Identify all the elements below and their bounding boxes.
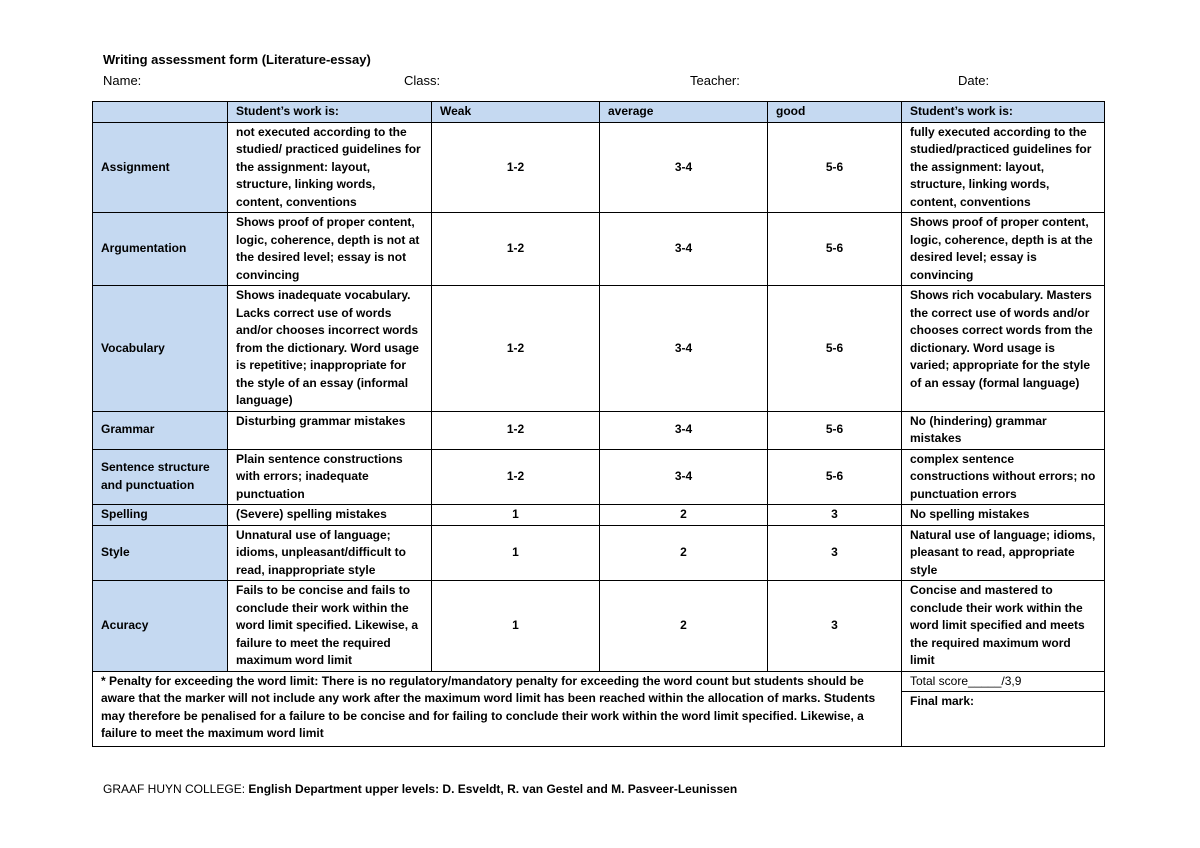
score-weak-cell: 1	[432, 505, 600, 526]
table-row	[93, 122, 1105, 213]
header-average: average	[600, 102, 768, 123]
total-score: Total score_____/3,9	[902, 671, 1105, 692]
score-good-cell: 3	[768, 505, 902, 526]
score-good-cell: 5-6	[768, 449, 902, 505]
weak-description-cell: Plain sentence constructions with errors; inadequate punctuation	[228, 449, 432, 505]
score-average-cell: 3-4	[600, 213, 768, 286]
good-description-cell: Concise and mastered to conclude their work within the word limit specified and meets the required maximum word limit	[902, 581, 1105, 672]
footer	[103, 782, 737, 796]
score-good-cell: 3	[768, 525, 902, 581]
good-description-cell: No (hindering) grammar mistakes	[902, 411, 1105, 449]
score-average-cell: 3-4	[600, 449, 768, 505]
criterion-cell: Assignment	[93, 122, 228, 213]
score-weak-cell: 1-2	[432, 122, 600, 213]
score-weak-cell: 1-2	[432, 411, 600, 449]
score-average-cell: 2	[600, 505, 768, 526]
form-title: Writing assessment form (Literature-essay)	[103, 52, 371, 67]
criterion-cell: Argumentation	[93, 213, 228, 286]
weak-description-cell: Shows proof of proper content, logic, coherence, depth is not at the desired level; essay is not convincing	[228, 213, 432, 286]
table-row	[93, 411, 1105, 449]
score-good-cell: 5-6	[768, 213, 902, 286]
weak-description-cell: Shows inadequate vocabulary. Lacks correct use of words and/or chooses incorrect words from the dictionary. Word usage is repetitive; inappropriate for the style of an essay (informal language)	[228, 286, 432, 412]
criterion-cell: Sentence structure and punctuation	[93, 449, 228, 505]
table-row	[93, 449, 1105, 505]
criterion-cell: Vocabulary	[93, 286, 228, 412]
score-weak-cell: 1-2	[432, 286, 600, 412]
good-description-cell: Shows rich vocabulary. Masters the correct use of words and/or chooses correct words from the dictionary. Word usage is varied; appropriate for the style of an essay (formal language)	[902, 286, 1105, 412]
table-row	[93, 581, 1105, 672]
score-good-cell: 5-6	[768, 122, 902, 213]
score-weak-cell: 1-2	[432, 213, 600, 286]
weak-description-cell: Unnatural use of language; idioms, unpleasant/difficult to read, inappropriate style	[228, 525, 432, 581]
class-label: Class:	[404, 73, 441, 88]
score-average-cell: 3-4	[600, 286, 768, 412]
score-weak-cell: 1-2	[432, 449, 600, 505]
table-header-row	[93, 102, 1105, 123]
weak-description-cell: Fails to be concise and fails to conclude their work within the word limit specified. Likewise, a failure to meet the required maximum word limit	[228, 581, 432, 672]
footer-school: GRAAF HUYN COLLEGE:	[103, 782, 246, 796]
header-weak-desc: Student’s work is:	[228, 102, 432, 123]
penalty-row	[93, 671, 1105, 692]
name-label: Name:	[103, 73, 142, 88]
date-label: Date:	[958, 73, 990, 88]
score-good-cell: 5-6	[768, 286, 902, 412]
criterion-cell: Acuracy	[93, 581, 228, 672]
score-good-cell: 3	[768, 581, 902, 672]
criterion-cell: Spelling	[93, 505, 228, 526]
rubric-table	[92, 101, 1105, 747]
score-average-cell: 3-4	[600, 122, 768, 213]
header-good: good	[768, 102, 902, 123]
header-cell-empty	[93, 102, 228, 123]
weak-description-cell: not executed according to the studied/ practiced guidelines for the assignment: layout, structure, linking words, content, conventions	[228, 122, 432, 213]
table-row	[93, 213, 1105, 286]
teacher-label: Teacher:	[690, 73, 740, 88]
score-average-cell: 2	[600, 525, 768, 581]
score-average-cell: 3-4	[600, 411, 768, 449]
table-row	[93, 286, 1105, 412]
criterion-cell: Style	[93, 525, 228, 581]
table-row	[93, 505, 1105, 526]
good-description-cell: complex sentence constructions without errors; no punctuation errors	[902, 449, 1105, 505]
penalty-note: * Penalty for exceeding the word limit: There is no regulatory/mandatory penalty for exceeding the word count but students should be aware that the marker will not include any work after the maximum word limit has been reached within the allocation of marks. Students may therefore be penalised for a failure to be concise and for failing to conclude their work within the word limit specified. Likewise, a failure to meet the maximum word limit	[93, 671, 902, 747]
good-description-cell: Shows proof of proper content, logic, coherence, depth is at the desired level; essay is convincing	[902, 213, 1105, 286]
good-description-cell: fully executed according to the studied/practiced guidelines for the assignment: layout, structure, linking words, content, conventions	[902, 122, 1105, 213]
header-weak: Weak	[432, 102, 600, 123]
score-average-cell: 2	[600, 581, 768, 672]
score-good-cell: 5-6	[768, 411, 902, 449]
table-row	[93, 525, 1105, 581]
score-weak-cell: 1	[432, 525, 600, 581]
weak-description-cell: (Severe) spelling mistakes	[228, 505, 432, 526]
final-mark: Final mark:	[902, 692, 1105, 747]
good-description-cell: Natural use of language; idioms, pleasant to read, appropriate style	[902, 525, 1105, 581]
footer-department: English Department upper levels: D. Esveldt, R. van Gestel and M. Pasveer-Leunissen	[245, 782, 738, 796]
criterion-cell: Grammar	[93, 411, 228, 449]
good-description-cell: No spelling mistakes	[902, 505, 1105, 526]
header-good-desc: Student’s work is:	[902, 102, 1105, 123]
weak-description-cell: Disturbing grammar mistakes	[228, 411, 432, 449]
score-weak-cell: 1	[432, 581, 600, 672]
